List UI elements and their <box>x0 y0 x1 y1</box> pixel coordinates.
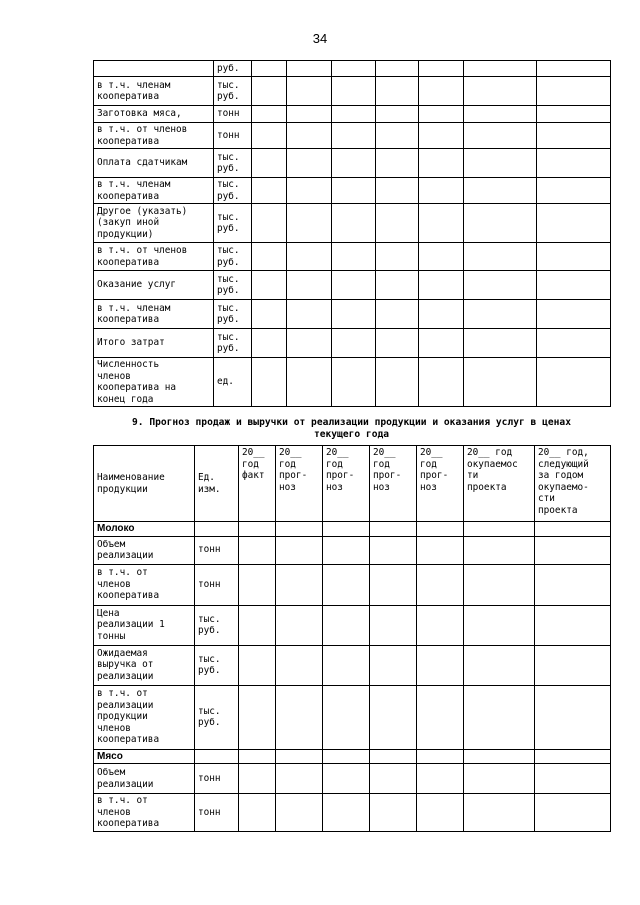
unit-cell: тыс. руб. <box>195 685 239 749</box>
empty-cell <box>537 77 611 106</box>
page-number: 34 <box>312 31 328 46</box>
empty-cell <box>464 749 535 764</box>
empty-cell <box>370 605 417 645</box>
table-row <box>94 61 611 77</box>
column-header: 20__ год окупаемос ти проекта <box>464 446 535 522</box>
empty-cell <box>419 204 464 243</box>
empty-cell <box>370 685 417 749</box>
unit-cell: тонн <box>195 536 239 564</box>
empty-cell <box>370 536 417 564</box>
empty-cell <box>287 149 332 178</box>
empty-cell <box>537 178 611 204</box>
unit-cell: тыс. руб. <box>195 605 239 645</box>
group-name: Мясо <box>94 749 195 764</box>
unit-cell: руб. <box>214 61 252 77</box>
empty-cell <box>252 77 287 106</box>
empty-cell <box>323 564 370 605</box>
header-row <box>94 446 611 522</box>
unit-cell: тонн <box>195 764 239 794</box>
empty-cell <box>376 61 419 77</box>
empty-cell <box>537 149 611 178</box>
empty-cell <box>332 123 376 149</box>
empty-cell <box>376 123 419 149</box>
empty-cell <box>419 300 464 329</box>
empty-cell <box>464 358 537 407</box>
empty-cell <box>287 204 332 243</box>
empty-cell <box>464 564 535 605</box>
empty-cell <box>535 685 611 749</box>
empty-cell <box>417 645 464 685</box>
column-header: 20__ год прог- ноз <box>370 446 417 522</box>
empty-cell <box>417 685 464 749</box>
unit-cell: тыс. руб. <box>214 300 252 329</box>
empty-cell <box>323 749 370 764</box>
empty-cell <box>239 564 276 605</box>
empty-cell <box>287 123 332 149</box>
empty-cell <box>287 329 332 358</box>
empty-cell <box>239 685 276 749</box>
unit-cell: тыс. руб. <box>214 204 252 243</box>
empty-cell <box>287 61 332 77</box>
column-header: 20__ год, следующий за годом окупаемо- сти проекта <box>535 446 611 522</box>
empty-cell <box>332 204 376 243</box>
empty-cell <box>239 522 276 537</box>
empty-cell <box>287 178 332 204</box>
empty-cell <box>419 123 464 149</box>
empty-cell <box>239 764 276 794</box>
empty-cell <box>370 764 417 794</box>
empty-cell <box>332 149 376 178</box>
table-row <box>94 271 611 300</box>
table-row <box>94 149 611 178</box>
empty-cell <box>276 764 323 794</box>
row-label: в т.ч. от реализации продукции членов кооператива <box>94 685 195 749</box>
empty-cell <box>252 300 287 329</box>
empty-cell <box>464 329 537 358</box>
empty-cell <box>252 61 287 77</box>
empty-cell <box>376 204 419 243</box>
empty-cell <box>252 329 287 358</box>
empty-cell <box>287 77 332 106</box>
unit-cell: тыс. руб. <box>214 77 252 106</box>
unit-cell: тыс. руб. <box>214 149 252 178</box>
empty-cell <box>252 243 287 271</box>
empty-cell <box>376 300 419 329</box>
empty-cell <box>419 271 464 300</box>
unit-cell: тонн <box>195 564 239 605</box>
empty-cell <box>276 605 323 645</box>
table-row <box>94 764 611 794</box>
table-row <box>94 243 611 271</box>
table-row <box>94 77 611 106</box>
row-label: Объем реализации <box>94 536 195 564</box>
empty-cell <box>252 271 287 300</box>
costs-table <box>93 60 611 407</box>
empty-cell <box>464 204 537 243</box>
column-header: Ед. изм. <box>195 446 239 522</box>
empty-cell <box>332 243 376 271</box>
empty-cell <box>323 522 370 537</box>
group-row <box>94 522 611 537</box>
empty-cell <box>419 178 464 204</box>
row-label: в т.ч. от членов кооператива <box>94 123 214 149</box>
empty-cell <box>287 358 332 407</box>
empty-cell <box>323 764 370 794</box>
empty-cell <box>323 605 370 645</box>
unit-cell: тонн <box>214 106 252 123</box>
empty-cell <box>195 749 239 764</box>
empty-cell <box>537 61 611 77</box>
empty-cell <box>464 61 537 77</box>
empty-cell <box>535 522 611 537</box>
empty-cell <box>276 522 323 537</box>
empty-cell <box>239 794 276 832</box>
empty-cell <box>332 300 376 329</box>
empty-cell <box>535 564 611 605</box>
empty-cell <box>535 794 611 832</box>
empty-cell <box>287 271 332 300</box>
unit-cell: тыс. руб. <box>195 645 239 685</box>
empty-cell <box>323 685 370 749</box>
empty-cell <box>332 329 376 358</box>
group-row <box>94 749 611 764</box>
empty-cell <box>332 178 376 204</box>
group-name: Молоко <box>94 522 195 537</box>
empty-cell <box>239 645 276 685</box>
table-row <box>94 536 611 564</box>
row-label: Другое (указать) (закуп иной продукции) <box>94 204 214 243</box>
unit-cell: тыс. руб. <box>214 178 252 204</box>
empty-cell <box>332 106 376 123</box>
empty-cell <box>417 749 464 764</box>
sales-forecast-table <box>93 445 611 832</box>
unit-cell: тыс. руб. <box>214 329 252 358</box>
empty-cell <box>332 61 376 77</box>
empty-cell <box>252 106 287 123</box>
empty-cell <box>323 536 370 564</box>
empty-cell <box>419 61 464 77</box>
empty-cell <box>464 77 537 106</box>
empty-cell <box>323 645 370 685</box>
empty-cell <box>370 794 417 832</box>
empty-cell <box>464 243 537 271</box>
column-header: Наименование продукции <box>94 446 195 522</box>
row-label: в т.ч. членам кооператива <box>94 178 214 204</box>
empty-cell <box>537 329 611 358</box>
unit-cell: тыс. руб. <box>214 271 252 300</box>
empty-cell <box>464 271 537 300</box>
empty-cell <box>419 106 464 123</box>
empty-cell <box>464 149 537 178</box>
section-9-heading: 9. Прогноз продаж и выручки от реализации продукции и оказания услуг в ценах текущего года <box>132 417 571 440</box>
empty-cell <box>276 536 323 564</box>
empty-cell <box>376 149 419 178</box>
empty-cell <box>252 204 287 243</box>
row-label: в т.ч. от членов кооператива <box>94 564 195 605</box>
empty-cell <box>535 645 611 685</box>
empty-cell <box>376 329 419 358</box>
empty-cell <box>376 178 419 204</box>
column-header: 20__ год факт <box>239 446 276 522</box>
empty-cell <box>370 749 417 764</box>
empty-cell <box>332 77 376 106</box>
column-header: 20__ год прог- ноз <box>276 446 323 522</box>
empty-cell <box>537 358 611 407</box>
unit-cell: тонн <box>214 123 252 149</box>
table-row <box>94 358 611 407</box>
empty-cell <box>239 749 276 764</box>
empty-cell <box>535 764 611 794</box>
row-label: в т.ч. членам кооператива <box>94 300 214 329</box>
empty-cell <box>464 764 535 794</box>
empty-cell <box>239 536 276 564</box>
empty-cell <box>417 536 464 564</box>
empty-cell <box>464 522 535 537</box>
empty-cell <box>417 794 464 832</box>
empty-cell <box>464 123 537 149</box>
empty-cell <box>464 300 537 329</box>
empty-cell <box>419 77 464 106</box>
empty-cell <box>464 605 535 645</box>
empty-cell <box>537 300 611 329</box>
table-row <box>94 564 611 605</box>
empty-cell <box>535 749 611 764</box>
column-header: 20__ год прог- ноз <box>417 446 464 522</box>
empty-cell <box>464 178 537 204</box>
table-row <box>94 794 611 832</box>
row-label: в т.ч. членам кооператива <box>94 77 214 106</box>
empty-cell <box>370 522 417 537</box>
empty-cell <box>417 522 464 537</box>
empty-cell <box>370 564 417 605</box>
empty-cell <box>252 123 287 149</box>
table-row <box>94 605 611 645</box>
empty-cell <box>419 329 464 358</box>
row-label: Заготовка мяса, <box>94 106 214 123</box>
empty-cell <box>332 358 376 407</box>
row-label <box>94 61 214 77</box>
empty-cell <box>535 536 611 564</box>
empty-cell <box>239 605 276 645</box>
empty-cell <box>332 271 376 300</box>
empty-cell <box>464 685 535 749</box>
empty-cell <box>323 794 370 832</box>
empty-cell <box>252 358 287 407</box>
empty-cell <box>464 106 537 123</box>
empty-cell <box>287 106 332 123</box>
empty-cell <box>276 564 323 605</box>
empty-cell <box>287 300 332 329</box>
empty-cell <box>537 243 611 271</box>
empty-cell <box>419 358 464 407</box>
empty-cell <box>370 645 417 685</box>
empty-cell <box>417 605 464 645</box>
empty-cell <box>376 77 419 106</box>
unit-cell: тонн <box>195 794 239 832</box>
empty-cell <box>417 764 464 794</box>
empty-cell <box>464 536 535 564</box>
row-label: в т.ч. от членов кооператива <box>94 794 195 832</box>
empty-cell <box>419 149 464 178</box>
empty-cell <box>376 271 419 300</box>
row-label: Цена реализации 1 тонны <box>94 605 195 645</box>
empty-cell <box>464 794 535 832</box>
row-label: Оплата сдатчикам <box>94 149 214 178</box>
row-label: Итого затрат <box>94 329 214 358</box>
empty-cell <box>376 243 419 271</box>
row-label: Численность членов кооператива на конец года <box>94 358 214 407</box>
table-row <box>94 178 611 204</box>
empty-cell <box>464 645 535 685</box>
empty-cell <box>276 685 323 749</box>
empty-cell <box>419 243 464 271</box>
table-row <box>94 106 611 123</box>
row-label: Оказание услуг <box>94 271 214 300</box>
empty-cell <box>417 564 464 605</box>
row-label: в т.ч. от членов кооператива <box>94 243 214 271</box>
empty-cell <box>537 106 611 123</box>
empty-cell <box>376 358 419 407</box>
empty-cell <box>276 645 323 685</box>
table-row <box>94 645 611 685</box>
empty-cell <box>195 522 239 537</box>
empty-cell <box>537 123 611 149</box>
empty-cell <box>376 106 419 123</box>
unit-cell: ед. <box>214 358 252 407</box>
row-label: Ожидаемая выручка от реализации <box>94 645 195 685</box>
table-row <box>94 329 611 358</box>
row-label: Объем реализации <box>94 764 195 794</box>
empty-cell <box>537 204 611 243</box>
table-row <box>94 123 611 149</box>
empty-cell <box>537 271 611 300</box>
empty-cell <box>276 794 323 832</box>
empty-cell <box>252 178 287 204</box>
empty-cell <box>535 605 611 645</box>
table-row <box>94 685 611 749</box>
empty-cell <box>252 149 287 178</box>
table-row <box>94 204 611 243</box>
column-header: 20__ год прог- ноз <box>323 446 370 522</box>
table-row <box>94 300 611 329</box>
unit-cell: тыс. руб. <box>214 243 252 271</box>
empty-cell <box>287 243 332 271</box>
empty-cell <box>276 749 323 764</box>
